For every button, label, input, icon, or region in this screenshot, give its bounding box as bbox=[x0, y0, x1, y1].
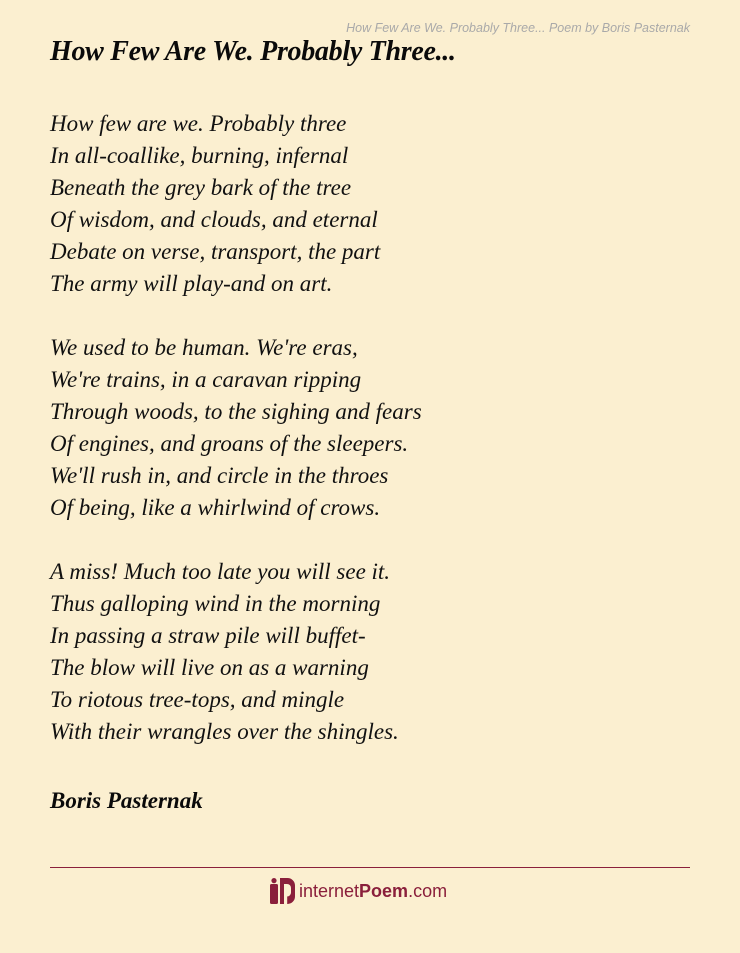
header-caption: How Few Are We. Probably Three... Poem by Boris Pasternak bbox=[346, 21, 690, 35]
poem-line: Of wisdom, and clouds, and eternal bbox=[50, 207, 378, 232]
stanza-2 bbox=[50, 332, 422, 524]
poem-line: The army will play-and on art. bbox=[50, 271, 333, 296]
poem-line: How few are we. Probably three bbox=[50, 111, 347, 136]
poem-line: In all-coallike, burning, infernal bbox=[50, 143, 349, 168]
poem-line: We'll rush in, and circle in the throes bbox=[50, 463, 389, 488]
poem-line: Thus galloping wind in the morning bbox=[50, 591, 381, 616]
poem-line: In passing a straw pile will buffet- bbox=[50, 623, 366, 648]
poem-line: Of being, like a whirlwind of crows. bbox=[50, 495, 381, 520]
brand-strong: Poem bbox=[359, 880, 409, 901]
poem-line: To riotous tree-tops, and mingle bbox=[50, 687, 345, 712]
stanza-3 bbox=[50, 556, 422, 748]
footer-brand-link[interactable] bbox=[270, 878, 447, 904]
poem-line: The blow will live on as a warning bbox=[50, 655, 369, 680]
poem-line: Of engines, and groans of the sleepers. bbox=[50, 431, 409, 456]
brand-prefix: internet bbox=[299, 880, 360, 901]
poem-line: A miss! Much too late you will see it. bbox=[50, 559, 391, 584]
poem-line: With their wrangles over the shingles. bbox=[50, 719, 399, 744]
internetpoem-logo-icon bbox=[270, 878, 295, 904]
poem-body bbox=[50, 108, 422, 780]
poem-title: How Few Are We. Probably Three... bbox=[50, 36, 456, 67]
poem-line: Through woods, to the sighing and fears bbox=[50, 399, 422, 424]
stanza-1 bbox=[50, 108, 422, 300]
poem-line: Debate on verse, transport, the part bbox=[50, 239, 381, 264]
brand-suffix: .com bbox=[408, 880, 448, 901]
poem-line: We're trains, in a caravan ripping bbox=[50, 367, 362, 392]
poem-line: We used to be human. We're eras, bbox=[50, 335, 358, 360]
poem-author: Boris Pasternak bbox=[50, 788, 203, 813]
footer-divider bbox=[50, 867, 690, 868]
poem-line: Beneath the grey bark of the tree bbox=[50, 175, 352, 200]
